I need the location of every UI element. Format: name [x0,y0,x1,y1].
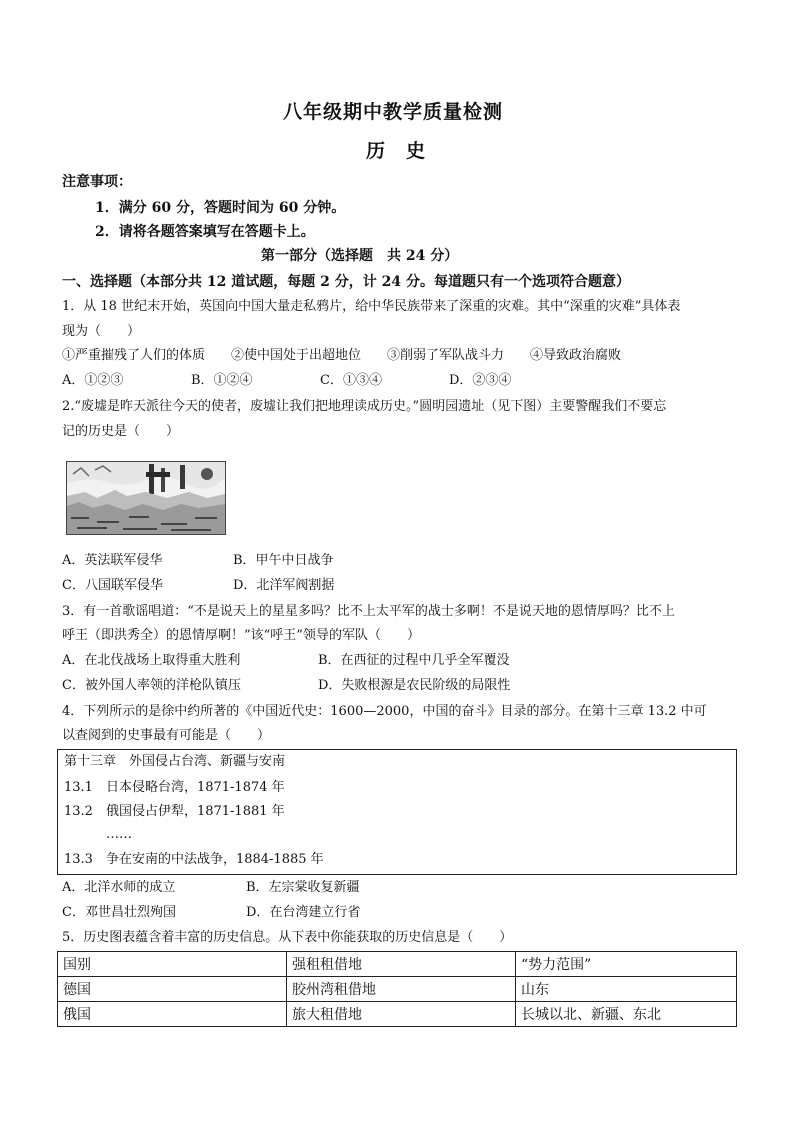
q4-option-d: D．在台湾建立行省 [246,905,361,920]
q1-option-c: C．①③④ [320,373,382,388]
part-heading: 第一部分（选择题 共 24 分） [261,248,459,264]
q3-option-c: C．被外国人率领的洋枪队镇压 [62,678,241,693]
q2-option-c: C．八国联军侵华 [62,578,163,593]
q4-option-b: B．左宗棠收复新疆 [246,880,360,895]
table-row [58,977,737,1002]
table-cell: 德国 [58,977,287,1002]
q2-stem-cont: 记的历史是（ ） [62,424,180,439]
q1-stem: 1．从 18 世纪末开始，英国向中国大量走私鸦片，给中华民族带来了深重的灾难。其中“深重的灾难”具体表 [62,299,681,314]
table-cell: 山东 [516,977,737,1002]
q3-stem-cont: 呼王（即洪秀全）的恩情厚啊！”该“呼王”领导的军队（ ） [62,628,420,643]
q3-option-b: B．在西征的过程中几乎全军覆没 [318,653,510,668]
table-header-row [58,952,737,977]
exam-title: 八年级期中教学质量检测 [283,101,504,123]
table-header-cell: 强租租借地 [287,952,516,977]
note-item: 2．请将各题答案填写在答题卡上。 [95,224,315,240]
yuanmingyuan-ruins-image [66,461,226,535]
q1-stem-cont: 现为（ ） [62,324,141,339]
q2-option-d: D．北洋军阀割据 [233,578,335,593]
table-cell: 胶州湾租借地 [287,977,516,1002]
q4-option-c: C．邓世昌壮烈殉国 [62,905,176,920]
notes-heading: 注意事项： [62,174,132,190]
contents-entry: 13.2 俄国侵占伊犁，1871-1881 年 [64,804,285,819]
subject-title: 历 史 [366,140,427,162]
section-heading: 一、选择题（本部分共 12 道试题，每题 2 分，计 24 分。每道题只有一个选项符合题意） [62,274,630,290]
q5-stem: 5．历史图表蕴含着丰富的历史信息。从下表中你能获取的历史信息是（ ） [62,930,513,945]
q2-option-b: B．甲午中日战争 [233,553,334,568]
table-cell: 俄国 [58,1002,287,1027]
q4-option-a: A．北洋水师的成立 [62,880,176,895]
q1-option-b: B．①②④ [191,373,253,388]
table-row [58,1002,737,1027]
q1-items: ①严重摧残了人们的体质 ②使中国处于出超地位 ③削弱了军队战斗力 ④导致政治腐败 [62,348,622,363]
note-item: 1．满分 60 分，答题时间为 60 分钟。 [95,200,346,216]
q1-option-d: D．②③④ [449,373,512,388]
q3-option-a: A．在北伐战场上取得重大胜利 [62,653,241,668]
contents-chapter: 第十三章 外国侵占台湾、新疆与安南 [64,754,286,769]
table-cell: 旅大租借地 [287,1002,516,1027]
q1-option-a: A．①②③ [62,373,124,388]
q4-stem: 4．下列所示的是徐中约所著的《中国近代史：1600—2000，中国的奋斗》目录的部分。在第十三章 13.2 中可 [62,704,707,719]
contents-entry: 13.1 日本侵略台湾，1871-1874 年 [64,780,285,795]
table-header-cell: 国别 [58,952,287,977]
leased-territory-table [57,951,737,1027]
table-header-cell: “势力范围” [516,952,737,977]
q2-option-a: A．英法联军侵华 [62,553,163,568]
contents-entry: 13.3 争在安南的中法战争，1884-1885 年 [64,852,324,867]
contents-ellipsis: …… [106,827,132,842]
q4-stem-cont: 以查阅到的史事最有可能是（ ） [62,728,271,743]
q3-stem: 3．有一首歌谣唱道：“不是说天上的星星多吗？比不上太平军的战士多啊！不是说天地的恩情厚吗？比不上 [62,604,675,619]
q3-option-d: D．失败根源是农民阶级的局限性 [318,678,511,693]
table-cell: 长城以北、新疆、东北 [516,1002,737,1027]
q2-stem: 2.“废墟是昨天派往今天的使者，废墟让我们把地理读成历史。”圆明园遗址（见下图）主要警醒我们不要忘 [62,399,667,414]
